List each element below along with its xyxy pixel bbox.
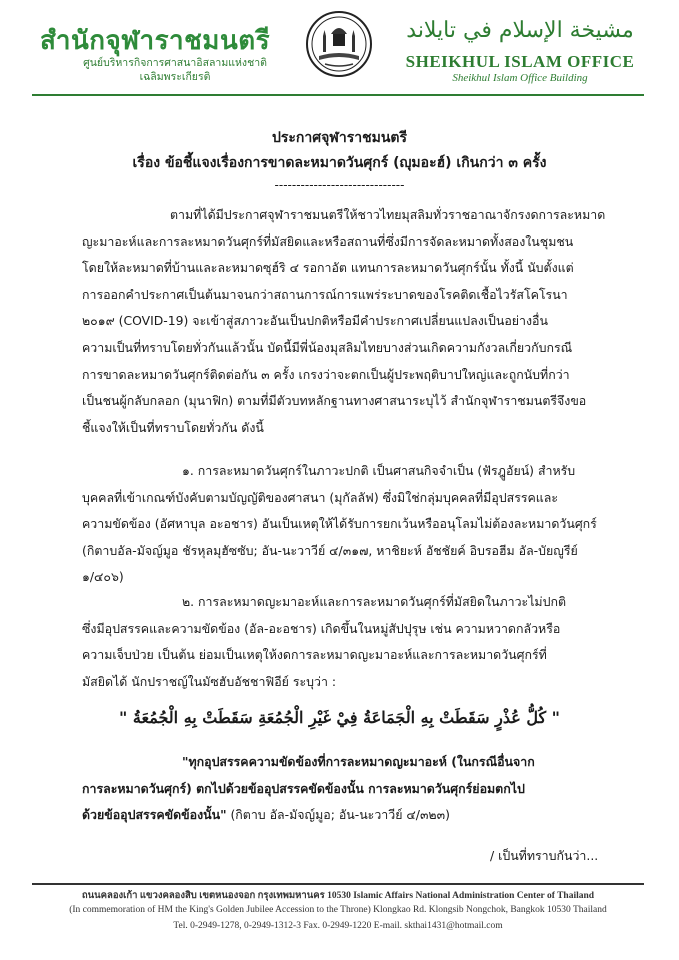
office-english-name: SHEIKHUL ISLAM OFFICE	[405, 52, 635, 71]
paragraph-line: ความขัดข้อง (อัศหาบุล อะอชาร) อันเป็นเหตุให้ได้รับการยกเว้นหรืออนุโลมไม่ต้องละหมาดวันศุกร์	[82, 516, 597, 532]
header-divider	[32, 94, 644, 96]
paragraph-line: โดยให้ละหมาดที่บ้านและละหมาดซุฮ์ริ ๔ รอกาอัต แทนการละหมาดวันศุกร์นั้น ทั้งนี้ นับตั้งแต่	[82, 260, 574, 276]
paragraph-line: ความเป็นที่ทราบโดยทั่วกันแล้วนั้น บัดนี้มีพี่น้องมุสลิมไทยบางส่วนเกิดความกังวลเกี่ยวกับกรณี	[82, 339, 573, 355]
paragraph-line: บุคคลที่เข้าเกณฑ์บังคับตามบัญญัติของศาสนา (มุกัลลัฟ) ซึ่งมิใช่กลุ่มบุคคลที่มีอุปสรรคและ	[82, 489, 559, 505]
paragraph-line: ๒๐๑๙ (COVID-19) จะเข้าสู่สภาวะอันเป็นปกติหรือมีคำประกาศเปลี่ยนแปลงเป็นอย่างอื่น	[82, 313, 548, 329]
title-separator: ------------------------------	[274, 178, 405, 192]
quotation-translation	[82, 749, 642, 829]
continued-marker: / เป็นที่ทราบกันว่า...	[490, 848, 599, 863]
footer-address-line: ถนนคลองเก้า แขวงคลองสิบ เขตหนองจอก กรุงเทพมหานคร 10530 Islamic Affairs National Administration Center of Thailand	[81, 891, 595, 901]
arabic-quotation: " كُلُّ عُذْرٍ سَقَطَتْ بِهِ الْجَمَاعَةُ فِيْ غَيْرِ الْجُمُعَةِ سَقَطَتْ بِهِ الْجُمُعَةُ "	[119, 708, 560, 727]
paragraph-line: ๑. การละหมาดวันศุกร์ในภาวะปกติ เป็นศาสนกิจจำเป็น (ฟัรฎูอัยน์) สำหรับ	[182, 463, 576, 478]
office-english-subtitle: Sheikhul Islam Office Building	[452, 72, 588, 84]
paragraph-line: ชี้แจงให้เป็นที่ทราบโดยทั่วกัน ดังนี้	[82, 419, 264, 435]
office-thai-name: สำนักจุฬาราชมนตรี	[40, 26, 271, 56]
document-title: ประกาศจุฬาราชมนตรี	[271, 130, 408, 146]
quote-line-with-reference	[82, 802, 642, 829]
document-subject: เรื่อง ข้อชี้แจงเรื่องการขาดละหมาดวันศุกร์ (ญุมอะฮ์) เกินกว่า ๓ ครั้ง	[132, 155, 547, 171]
item-1-paragraph	[82, 458, 640, 591]
paragraph-line: ซึ่งมีอุปสรรคและความขัดข้อง (อัล-อะอชาร) เกิดขึ้นในหมู่สัปปุรุษ เช่น ความหวาดกลัวหรือ	[82, 620, 561, 636]
paragraph-line: มัสยิดได้ นักปราชญ์ในมัซฮับอัชชาฟิอีย์ ระบุว่า :	[82, 673, 337, 689]
paragraph-line: ความเจ็บป่วย เป็นต้น ย่อมเป็นเหตุให้งดการละหมาดญะมาอะห์และการละหมาดวันศุกร์ที่	[82, 647, 547, 663]
quote-line: ด้วยข้ออุปสรรคขัดข้องนั้น"	[82, 807, 227, 823]
paragraph-line: ตามที่ได้มีประกาศจุฬาราชมนตรีให้ชาวไทยมุสลิมทั่วราชอาณาจักรงดการละหมาด	[170, 207, 606, 222]
mosque-seal-logo-icon	[305, 10, 373, 78]
item-2-paragraph	[82, 589, 640, 695]
footer-commemoration-line: (In commemoration of HM the King's Golden Jubilee Accession to the Throne) Klongkao Rd. Klongsib Nongchok, Bangkok 10530 Thailand	[69, 905, 607, 915]
paragraph-line: เป็นชนผู้กลับกลอก (มุนาฟิก) ตามที่มีตัวบทหลักฐานทางศาสนาระบุไว้ สำนักจุฬาราชมนตรีจึงขอ	[82, 393, 587, 409]
paragraph-line: การออกคำประกาศเป็นต้นมาจนกว่าสถานการณ์การแพร่ระบาดของโรคติดเชื้อไวรัสโคโรนา	[82, 286, 568, 302]
quote-reference: (กิตาบ อัล-มัจญ์มูอ; อัน-นะวาวีย์ ๔/๓๒๓)	[226, 807, 450, 823]
paragraph-line: การขาดละหมาดวันศุกร์ติดต่อกัน ๓ ครั้ง เกรงว่าจะตกเป็นผู้ประพฤติบาปใหญ่และถูกนับที่กว่า	[82, 366, 570, 382]
footer-contact-line: Tel. 0-2949-1278, 0-2949-1312-3 Fax. 0-2949-1220 E-mail. skthai1431@hotmail.com	[173, 921, 503, 931]
paragraph-line: ๒. การละหมาดญะมาอะห์และการละหมาดวันศุกร์ที่มัสยิดในภาวะไม่ปกติ	[182, 594, 567, 609]
quote-line: การละหมาดวันศุกร์) ตกไปด้วยข้ออุปสรรคขัดข้องนั้น การละหมาดวันศุกร์ย่อมตกไป	[82, 780, 525, 796]
intro-paragraph	[82, 202, 640, 441]
office-arabic-name: مشيخة الإسلام في تايلاند	[406, 18, 634, 43]
paragraph-line: ๑/๔๐๖)	[82, 569, 124, 585]
quote-line: "ทุกอุปสรรคความขัดข้องที่การละหมาดญะมาอะห์ (ในกรณีอื่นจาก	[182, 754, 535, 769]
office-thai-subtitle-line2: เฉลิมพระเกียรติ	[139, 71, 211, 83]
office-thai-subtitle	[60, 56, 290, 84]
paragraph-line: (กิตาบอัล-มัจญ์มูอ ชัรหุลมุฮัซซับ; อัน-นะวาวีย์ ๔/๓๑๗, หาชิยะห์ อัชชัยค์ อิบรอฮีม อัล-บัยญูรีย์	[82, 542, 578, 558]
office-thai-subtitle-line1: ศูนย์บริหารกิจการศาสนาอิสลามแห่งชาติ	[83, 57, 267, 69]
footer-divider	[32, 883, 644, 885]
paragraph-line: ญะมาอะห์และการละหมาดวันศุกร์ที่มัสยิดและหรือสถานที่ซึ่งมีการจัดละหมาดทั้งสองในชุมชน	[82, 233, 574, 249]
